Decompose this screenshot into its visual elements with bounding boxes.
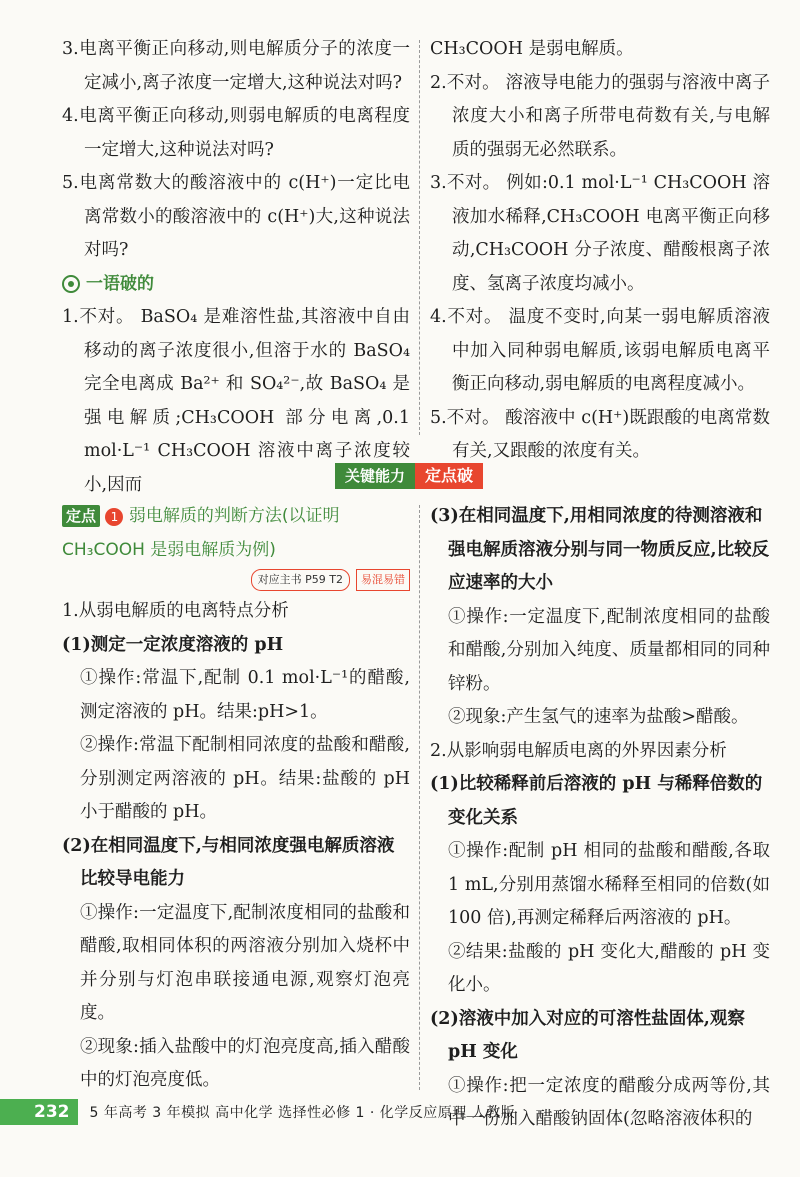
footer-text: 5 年高考 3 年模拟 高中化学 选择性必修 1 · 化学反应原理 人教版 — [89, 1105, 516, 1121]
top-right-column — [430, 33, 770, 469]
answer-3: 3.不对。 例如:0.1 mol·L⁻¹ CH₃COOH 溶液加水稀释,CH₃COOH 电离平衡正向移动,CH₃COOH 分子浓度、醋酸根离子浓度、氢离子浓度均减小。 — [430, 173, 770, 294]
right-line: ②现象:产生氢气的速率为盐酸>醋酸。 — [448, 707, 749, 727]
left-line: ②现象:插入盐酸中的灯泡亮度高,插入醋酸中的灯泡亮度低。 — [80, 1036, 410, 1090]
right-line: ①操作:配制 pH 相同的盐酸和醋酸,各取 1 mL,分别用蒸馏水稀释至相同的倍数(如 100 倍),再测定稀释后两溶液的 pH。 — [448, 841, 770, 928]
left-line: (2)在相同温度下,与相同浓度强电解质溶液比较导电能力 — [62, 835, 395, 889]
right-line: (1)比较稀释前后溶液的 pH 与稀释倍数的变化关系 — [430, 774, 763, 828]
question-5: 5.电离常数大的酸溶液中的 c(H⁺)一定比电离常数小的酸溶液中的 c(H⁺)大,这种说法对吗? — [62, 173, 410, 260]
section-title — [62, 500, 410, 567]
page-number: 232 — [0, 1099, 78, 1125]
banner-left: 关键能力 — [335, 463, 415, 489]
tag-label: 易混易错 — [356, 569, 410, 591]
left-line: ①操作:一定温度下,配制浓度相同的盐酸和醋酸,取相同体积的两溶液分别加入烧杯中并分别与灯泡串联接通电源,观察灯泡亮度。 — [80, 902, 410, 1023]
answer-1: 1.不对。 BaSO₄ 是难溶性盐,其溶液中自由移动的离子浓度很小,但溶于水的 BaSO₄ 完全电离成 Ba²⁺ 和 SO₄²⁻,故 BaSO₄ 是强电解质;CH₃COOH 部分电离,0.1 mol·L⁻¹ CH₃COOH 溶液中离子浓度较小,因而 — [62, 307, 410, 495]
right-line: ①操作:把一定浓度的醋酸分成两等份,其中一份加入醋酸钠固体(忽略溶液体积的 — [448, 1075, 770, 1129]
section-banner — [335, 463, 483, 489]
left-line: ②操作:常温下配制相同浓度的盐酸和醋酸,分别测定两溶液的 pH。结果:盐酸的 pH 小于醋酸的 pH。 — [80, 735, 410, 822]
question-3: 3.电离平衡正向移动,则电解质分子的浓度一定减小,离子浓度一定增大,这种说法对吗? — [62, 39, 410, 93]
left-line: (1)测定一定浓度溶液的 pH — [62, 634, 284, 655]
reference-row — [62, 569, 410, 591]
section-number: 1 — [105, 508, 123, 526]
answer-4: 4.不对。 温度不变时,向某一弱电解质溶液中加入同种弱电解质,该弱电解质电离平衡正向移动,弱电解质的电离程度减小。 — [430, 307, 770, 394]
top-left-column — [62, 33, 410, 502]
right-line: (3)在相同温度下,用相同浓度的待测溶液和强电解质溶液分别与同一物质反应,比较反应速率的大小 — [430, 506, 770, 593]
right-line: ②结果:盐酸的 pH 变化大,醋酸的 pH 变化小。 — [448, 941, 770, 995]
left-line: ①操作:常温下,配制 0.1 mol·L⁻¹的醋酸,测定溶液的 pH。结果:pH>1。 — [80, 668, 410, 722]
answer-5: 5.不对。 酸溶液中 c(H⁺)既跟酸的电离常数有关,又跟酸的浓度有关。 — [430, 407, 770, 461]
right-body — [430, 500, 770, 1137]
left-line: 1.从弱电解质的电离特点分析 — [62, 601, 289, 621]
left-body — [62, 595, 410, 1098]
bottom-left-column — [62, 500, 410, 1098]
section-title-text: 弱电解质的判断方法(以证明 CH₃COOH 是弱电解质为例) — [62, 506, 340, 560]
answer-1-cont: CH₃COOH 是弱电解质。 — [430, 39, 634, 59]
bottom-right-column — [430, 500, 770, 1137]
yiyupo-heading — [62, 268, 410, 302]
answer-2: 2.不对。 溶液导电能力的强弱与溶液中离子浓度大小和离子所带电荷数有关,与电解质的强弱无必然联系。 — [430, 72, 770, 160]
section-badge: 定点 — [62, 505, 100, 527]
reference-link: 对应主书 P59 T2 — [251, 569, 350, 591]
right-line: ①操作:一定温度下,配制浓度相同的盐酸和醋酸,分别加入纯度、质量都相同的同种锌粉。 — [448, 606, 770, 694]
question-4: 4.电离平衡正向移动,则弱电解质的电离程度一定增大,这种说法对吗? — [62, 106, 410, 160]
column-divider-bottom — [419, 505, 420, 1090]
target-icon — [62, 275, 80, 293]
right-line: 2.从影响弱电解质电离的外界因素分析 — [430, 740, 727, 761]
page-footer — [0, 1097, 800, 1127]
banner-right: 定点破 — [415, 463, 483, 489]
yiyupo-label: 一语破的 — [86, 273, 154, 294]
right-line: (2)溶液中加入对应的可溶性盐固体,观察 pH 变化 — [430, 1008, 745, 1062]
column-divider-top — [419, 40, 420, 435]
